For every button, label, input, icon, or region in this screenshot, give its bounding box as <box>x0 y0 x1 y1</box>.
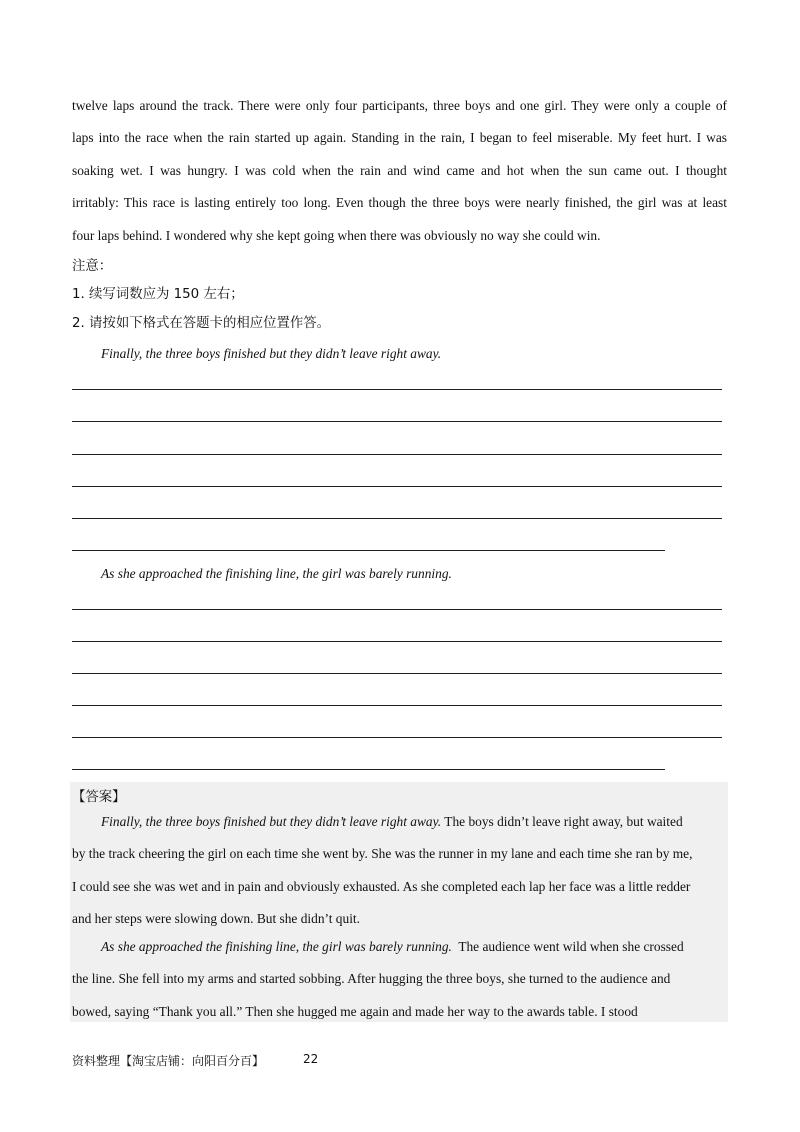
answer-text: The audience went wild when she crossed <box>451 939 684 954</box>
answer-line: I could see she was wet and in pain and obviously exhausted. As she completed each lap her face was a little redder <box>72 878 691 894</box>
passage-line: laps into the race when the rain started up again. Standing in the rain, I began to feel miserable. My feet hurt. I was <box>72 130 727 146</box>
passage-line: soaking wet. I was hungry. I was cold when the rain and wind came and hot when the sun came out. I thought <box>72 162 727 178</box>
writing-line <box>72 769 665 770</box>
footer-source: 资料整理【淘宝店铺：向阳百分百】 <box>72 1054 265 1068</box>
passage <box>72 90 727 252</box>
passage-line: twelve laps around the track. There were only four participants, three boys and one girl. They were only a couple of <box>72 98 727 113</box>
writing-line <box>72 641 722 642</box>
writing-line <box>72 737 722 738</box>
notes-item: 1. 续写词数应为 150 左右； <box>72 287 244 302</box>
writing-line <box>72 705 722 706</box>
answer-paragraph-2 <box>72 931 727 1028</box>
continuation-prompt-2: As she approached the finishing line, the girl was barely running. <box>101 566 452 581</box>
writing-line <box>72 673 722 674</box>
answer-tag: 【答案】 <box>72 790 126 805</box>
answer-prompt-2: As she approached the finishing line, the girl was barely running. <box>101 939 452 954</box>
answer-line <box>72 806 727 838</box>
writing-line <box>72 609 722 610</box>
answer-line: the line. She fell into my arms and started sobbing. After hugging the three boys, she turned to the audience and <box>72 971 671 987</box>
writing-line <box>72 550 665 551</box>
writing-line <box>72 389 722 390</box>
answer-line <box>72 931 727 963</box>
answer-paragraph-1 <box>72 806 727 936</box>
passage-line: four laps behind. I wondered why she kept going when there was obviously no way she could win. <box>72 227 601 243</box>
writing-line <box>72 486 722 487</box>
writing-line <box>72 518 722 519</box>
answer-line: bowed, saying “Thank you all.” Then she hugged me again and made her way to the awards table. I stood <box>72 1003 638 1019</box>
writing-line <box>72 454 722 455</box>
continuation-prompt-1: Finally, the three boys finished but they didn’t leave right away. <box>101 346 442 361</box>
answer-text: The boys didn’t leave right away, but waited <box>441 814 683 829</box>
answer-line: by the track cheering the girl on each time she went by. She was the runner in my lane and each time she ran by me, <box>72 846 693 862</box>
notes-heading: 注意： <box>72 259 113 274</box>
answer-line: and her steps were slowing down. But she didn’t quit. <box>72 911 360 927</box>
answer-prompt-1: Finally, the three boys finished but they didn’t leave right away. <box>101 814 442 829</box>
writing-line <box>72 421 722 422</box>
page-number: 22 <box>303 1052 319 1066</box>
notes-item: 2. 请按如下格式在答题卡的相应位置作答。 <box>72 316 331 331</box>
passage-line: irritably: This race is lasting entirely too long. Even though the three boys were nearly finished, the girl was at least <box>72 195 727 211</box>
